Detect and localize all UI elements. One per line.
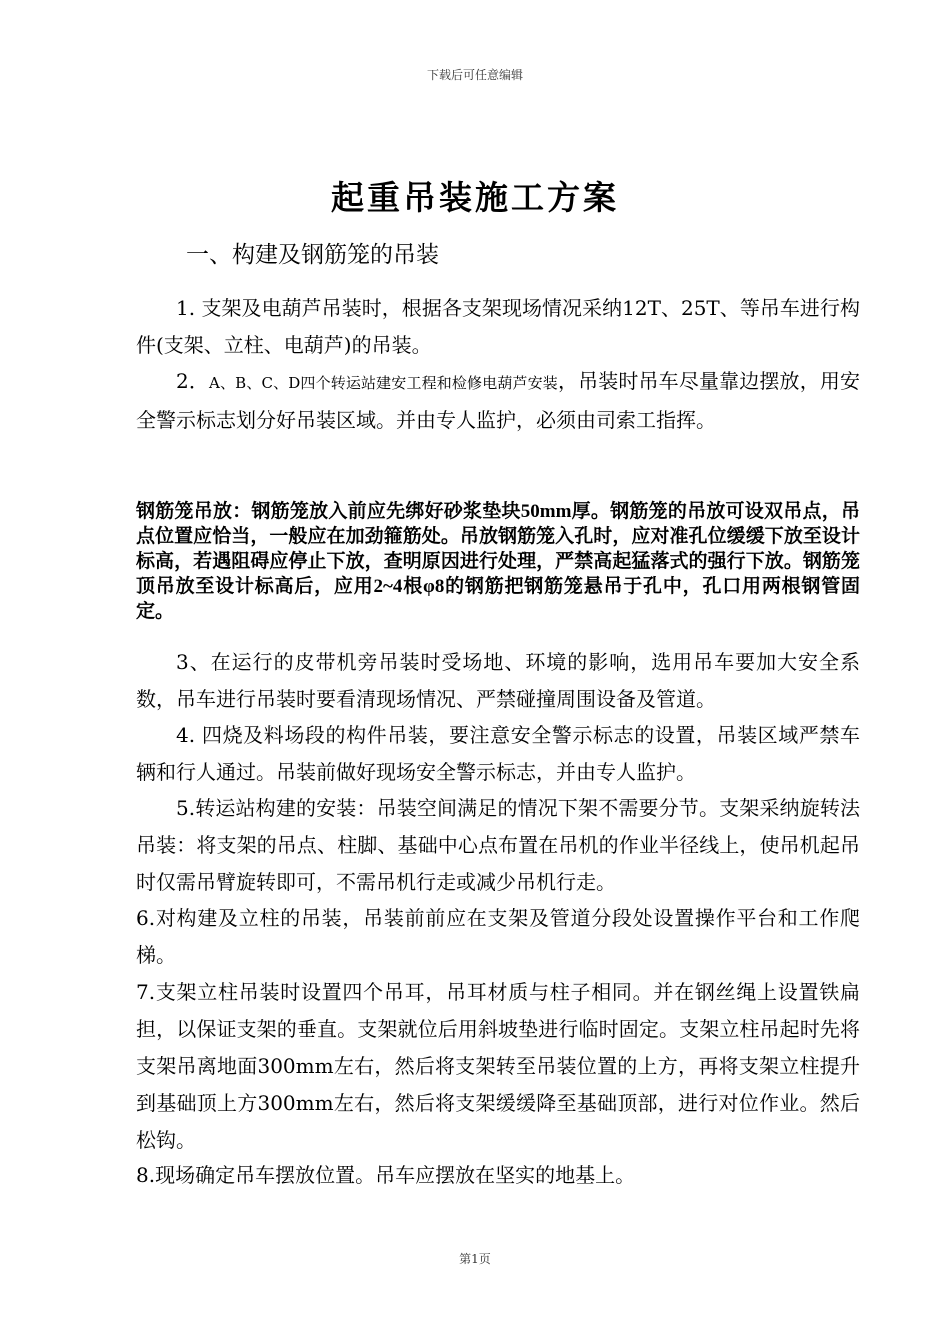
paragraph-1: 1. 支架及电葫芦吊装时，根据各支架现场情况采纳12T、25T、等吊车进行构件(支架、立柱、电葫芦)的吊装。 bbox=[136, 296, 860, 357]
paragraph-8: 8.现场确定吊车摆放位置。吊车应摆放在坚实的地基上。 bbox=[136, 1163, 636, 1187]
paragraph-6: 6.对构建及立柱的吊装，吊装前前应在支架及管道分段处设置操作平台和工作爬梯。 bbox=[136, 906, 860, 967]
paragraph-7: 7.支架立柱吊装时设置四个吊耳，吊耳材质与柱子相同。并在钢丝绳上设置铁扁担，以保证支架的垂直。支架就位后用斜坡垫进行临时固定。支架立柱吊起时先将支架吊离地面300mm左右，然后将支架转至吊装位置的上方，再将支架立柱提升到基础顶上方300mm左右，然后将支架缓缓降至基础顶部，进行对位作业。然后松钩。 bbox=[136, 980, 860, 1152]
paragraph-3: 3、在运行的皮带机旁吊装时受场地、环境的影响，选用吊车要加大安全系数，吊车进行吊装时要看清现场情况、严禁碰撞周围设备及管道。 bbox=[136, 650, 860, 711]
section-heading: 一、构建及钢筋笼的吊装 bbox=[186, 242, 439, 268]
paragraph-2-stations: A、B、C、D四个转运站建安工程和检修电葫芦安装 bbox=[209, 374, 558, 392]
paragraph-2 bbox=[136, 363, 860, 439]
paragraph-2-rest: ，吊装时吊车尽量靠边摆放，用安全警示标志划分好吊装区域。并由专人监护，必须由司索工指挥。 bbox=[136, 369, 860, 432]
paragraph-2-prefix: 2． bbox=[176, 369, 210, 393]
document-title: 起重吊装施工方案 bbox=[331, 178, 619, 217]
rebar-cage-paragraph: 钢筋笼吊放：钢筋笼放入前应先绑好砂浆垫块50mm厚。钢筋笼的吊放可设双吊点，吊点位置应恰当，一般应在加劲箍筋处。吊放钢筋笼入孔时，应对准孔位缓缓下放至设计标高，若遇阻碍应停止下放，查明原因进行处理，严禁高起猛落式的强行下放。钢筋笼顶吊放至设计标高后，应用2~4根φ8的钢筋把钢筋笼悬吊于孔中，孔口用两根钢管固定。 bbox=[136, 501, 860, 622]
page-header: 下载后可任意编辑 bbox=[426, 68, 523, 82]
page-footer: 第1页 bbox=[459, 1252, 491, 1266]
paragraph-4: 4. 四烧及料场段的构件吊装，要注意安全警示标志的设置，吊装区域严禁车辆和行人通过。吊装前做好现场安全警示标志，并由专人监护。 bbox=[136, 723, 860, 784]
paragraph-5: 5.转运站构建的安装：吊装空间满足的情况下架不需要分节。支架采纳旋转法吊装：将支架的吊点、柱脚、基础中心点布置在吊机的作业半径线上，使吊机起吊时仅需吊臂旋转即可，不需吊机行走或减少吊机行走。 bbox=[136, 796, 860, 894]
